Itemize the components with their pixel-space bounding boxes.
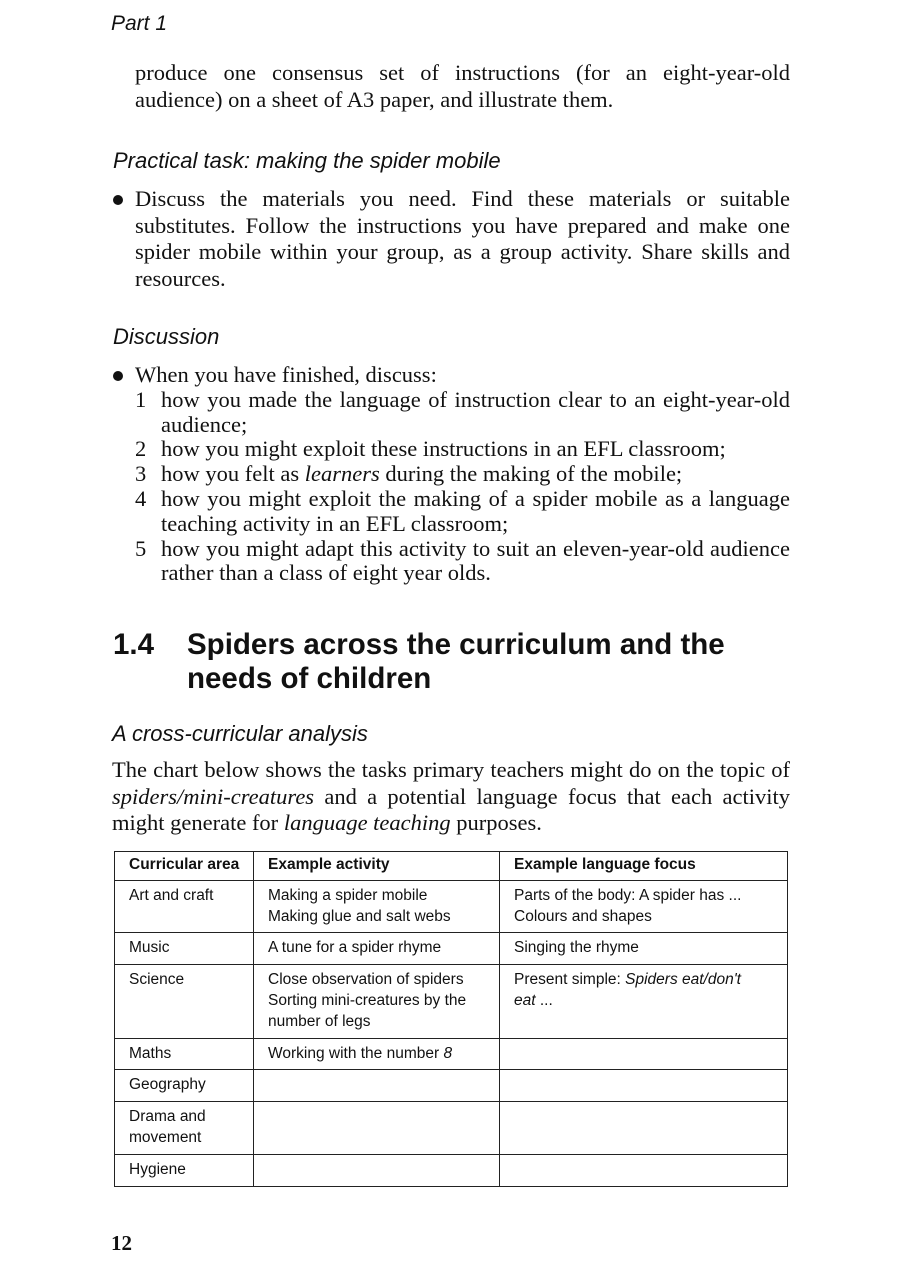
bullet-icon (113, 371, 123, 381)
discussion-item-number: 3 (135, 461, 147, 487)
section-number: 1.4 (113, 628, 155, 661)
discussion-item-text: how you might adapt this activity to suit an eleven-year-old audience rather than a class of eight year olds. (161, 535, 790, 586)
table-row (115, 1154, 788, 1186)
table-row (115, 1070, 788, 1102)
table-cell-focus (500, 1102, 788, 1155)
table-cell-area: Art and craft (115, 880, 254, 933)
discussion-item-text: how you made the language of instruction clear to an eight-year-old audience; (161, 386, 790, 437)
table-row (115, 933, 788, 965)
table-cell-focus: Parts of the body: A spider has ... Colours and shapes (500, 880, 788, 933)
discussion-item-number: 1 (135, 386, 147, 412)
table-row (115, 965, 788, 1038)
table-row (115, 1038, 788, 1070)
table-cell-area: Maths (115, 1038, 254, 1070)
part-label: Part 1 (111, 12, 168, 35)
table-cell-area: Geography (115, 1070, 254, 1102)
table-cell-activity (254, 1154, 500, 1186)
table-cell-area: Drama and movement (115, 1102, 254, 1155)
section-title: Spiders across the curriculum and the needs of children (187, 628, 725, 695)
table-cell-activity: Working with the number 8 (254, 1038, 500, 1070)
section-subheading: A cross-curricular analysis (112, 721, 368, 746)
table-cell-focus (500, 1038, 788, 1070)
column-header: Example language focus (500, 852, 788, 881)
practical-task-text: Discuss the materials you need. Find these materials or suitable substitutes. Follow the instructions you have prepared and make one spider mobile within your group, as a group activity. Share skills and resources. (135, 186, 790, 291)
page-number: 12 (111, 1231, 132, 1255)
discussion-list (135, 363, 790, 586)
bullet-icon (113, 195, 123, 205)
intro-paragraph: produce one consensus set of instructions (for an eight-year-old audience) on a sheet of A3 paper, and illustrate them. (135, 60, 790, 112)
discussion-item (135, 462, 790, 487)
table-row (115, 1102, 788, 1155)
chart-intro-paragraph: The chart below shows the tasks primary teachers might do on the topic of spiders/mini-creatures and a potential language focus that each activity might generate for language teaching purposes. (112, 757, 790, 835)
table-cell-area: Science (115, 965, 254, 1038)
table-cell-activity: A tune for a spider rhyme (254, 933, 500, 965)
discussion-heading: Discussion (113, 324, 220, 349)
discussion-item-number: 5 (135, 535, 147, 561)
discussion-item-text: how you might exploit the making of a spider mobile as a language teaching activity in an EFL classroom; (161, 485, 790, 536)
emphasis-text: language teaching (283, 810, 451, 835)
discussion-item-number: 4 (135, 485, 147, 511)
discussion-item-text: how you might exploit these instructions in an EFL classroom; (161, 436, 726, 462)
discussion-item-number: 2 (135, 436, 147, 462)
table-cell-focus (500, 1070, 788, 1102)
column-header: Curricular area (115, 852, 254, 881)
practical-task-heading: Practical task: making the spider mobile (113, 148, 501, 173)
table-row (115, 880, 788, 933)
discussion-item (135, 537, 790, 587)
discussion-item (135, 437, 790, 462)
curriculum-table (114, 851, 788, 1187)
table-cell-focus (500, 1154, 788, 1186)
discussion-item-text: how you felt as learners during the making of the mobile; (161, 461, 683, 487)
table-cell-activity (254, 1070, 500, 1102)
table-cell-activity (254, 1102, 500, 1155)
discussion-item (135, 487, 790, 537)
table-cell-activity: Close observation of spiders Sorting mini-creatures by the number of legs (254, 965, 500, 1038)
emphasis-text: spiders/mini-creatures (112, 783, 315, 809)
table-cell-area: Music (115, 933, 254, 965)
discussion-lead: When you have finished, discuss: (135, 362, 437, 387)
table-header-row (115, 852, 788, 881)
table-cell-area: Hygiene (115, 1154, 254, 1186)
table-cell-focus: Present simple: Spiders eat/don't eat ... (500, 965, 788, 1038)
column-header: Example activity (254, 852, 500, 881)
discussion-item (135, 388, 790, 438)
table-cell-activity: Making a spider mobile Making glue and salt webs (254, 880, 500, 933)
table-cell-focus: Singing the rhyme (500, 933, 788, 965)
